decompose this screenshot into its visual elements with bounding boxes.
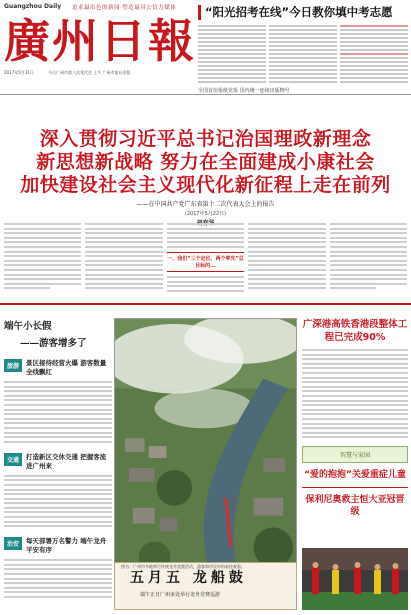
photo-caption: 图为：广州市多地举行传统龙舟竞渡活动，游客和市民纷纷前往观看。 [121,564,245,569]
news-block-security [4,537,112,555]
news-block-traffic [4,453,112,471]
holiday-title[interactable]: 端午小长假 [4,321,52,332]
section-tag: 交通 [4,453,22,466]
dragon-boat-subtitle: 端午正日广州多处举行龙舟竞赛巡游 [140,592,221,598]
section-tag: 治安 [4,537,22,550]
promo-headline[interactable]: “阳光招考在线”今日教你填中考志愿 [198,5,408,20]
masthead-meta: 今日广州市第八次党代会 上午 广州市报社出版 [48,70,131,75]
block-headline[interactable]: 景区接待经营火爆 游客数量全线飘红 [26,359,107,376]
text-column [4,223,81,295]
section-divider [0,303,411,305]
issue-date: 2017年5月31日 [4,70,34,75]
section-tag: 旅游 [4,359,22,372]
lead-headline-line-2[interactable]: 新思想新战略 努力在全面建成小康社会 [36,151,375,173]
lead-headline-line-1[interactable]: 深入贯彻习近平总书记治国理政新理念 [39,128,372,150]
right-separator [302,487,408,488]
text-column [85,223,162,295]
rail-headline[interactable]: 广深港高铁香港段整体工程已完成90% [302,319,408,343]
text-column [248,223,325,295]
lead-date: (2017年5月22日) [184,211,227,217]
news-block-tourism [4,359,112,377]
football-photo[interactable] [302,548,408,610]
lead-headline-block [0,128,411,227]
holiday-subtitle: ——游客增多了 [20,338,87,349]
promo-box [198,5,408,94]
block-headline[interactable]: 每天部署万名警力 端午龙舟平安有序 [26,537,107,555]
promo-subline: 全国首份报纸党报 国内统一连续出版物号 [198,88,290,94]
pull-quote: 一、我们“三个定位、两个率先”总目标的... [167,252,244,272]
newspaper-logo: 廣州日報 [4,14,196,68]
stadium-photo [302,548,408,610]
section-label: 智慧与家园 [302,446,408,463]
text-column [330,223,407,295]
brand-english: Guangzhou Daily [4,3,62,10]
block-headline[interactable]: 打造新区交休交通 把握客流进广州来 [26,452,107,470]
lead-body-text [4,223,407,295]
hug-headline[interactable]: “爱的抱抱”关爱重症儿童 [304,470,406,481]
promo-columns [198,23,408,85]
lead-subtitle: ——在中国共产党广东省第十二次代表大会上的报告 [136,201,275,208]
masthead [0,0,411,95]
text-column [167,223,244,295]
football-headline[interactable]: 保利尼奥救主恒大亚冠晋级 [305,495,405,518]
holiday-column [4,318,112,613]
masthead-slogan: 追求最出色的新闻 塑造最具公信力媒体 [72,5,177,11]
dragon-boat-title[interactable]: 五月五 龙船鼓 [130,570,247,586]
lead-headline-line-3[interactable]: 加快建设社会主义现代化新征程上走在前列 [20,174,391,196]
